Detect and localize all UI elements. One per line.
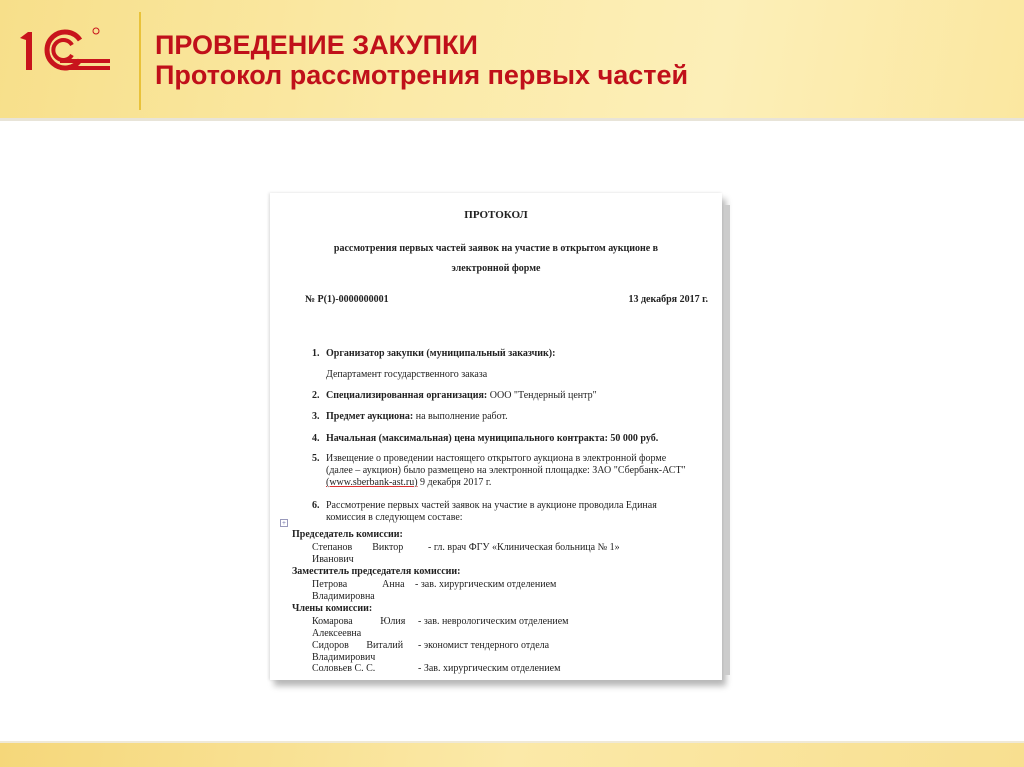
- member-role: - экономист тендерного отдела: [418, 640, 550, 651]
- doc-item-6-line2: комиссия в следующем составе:: [326, 512, 463, 523]
- doc-subheading-2: электронной форме: [451, 263, 541, 274]
- header-divider: [139, 12, 141, 110]
- slide-footer: [0, 741, 1024, 767]
- doc-item-5-line2: (далее – аукцион) было размещено на электронной площадке: ЗАО "Сбербанк-АСТ": [326, 465, 686, 476]
- doc-item-4: 4. Начальная (максимальная) цена муниципального контракта: 50 000 руб.: [312, 433, 659, 444]
- members-label: Члены комиссии:: [292, 603, 373, 614]
- member-role: - Зав. хирургическим отделением: [418, 663, 561, 674]
- doc-item-5-line3: (www.sberbank-ast.ru) 9 декабря 2017 г.: [326, 477, 492, 488]
- doc-item-1: 1. Организатор закупки (муниципальный заказчик):: [312, 348, 556, 359]
- deputy-patronymic: Владимировна: [312, 591, 375, 602]
- chair-name: Степанов Виктор: [312, 542, 404, 553]
- doc-number: № Р(1)-0000000001: [305, 294, 389, 305]
- doc-heading: ПРОТОКОЛ: [464, 209, 528, 221]
- deputy-label: Заместитель председателя комиссии:: [292, 566, 461, 577]
- chair-patronymic: Иванович: [312, 554, 354, 565]
- doc-item-3: 3. Предмет аукциона: на выполнение работ.: [312, 411, 508, 422]
- 1c-logo-icon: [18, 26, 113, 72]
- title-line-1: ПРОВЕДЕНИЕ ЗАКУПКИ: [155, 30, 478, 60]
- member-name: Комарова Юлия: [312, 616, 406, 627]
- protocol-document: [270, 193, 722, 680]
- doc-subheading-1: рассмотрения первых частей заявок на участие в открытом аукционе в: [333, 243, 659, 254]
- doc-item-1-text: Департамент государственного заказа: [326, 369, 488, 380]
- deputy-role: - зав. хирургическим отделением: [415, 579, 557, 590]
- doc-date: 13 декабря 2017 г.: [628, 294, 708, 305]
- doc-item-6: 6. Рассмотрение первых частей заявок на участие в аукционе проводила Единая: [312, 500, 657, 511]
- member-patronymic: Алексеевна: [312, 628, 362, 639]
- doc-item-2: 2. Специализированная организация: ООО "Тендерный центр": [312, 390, 597, 401]
- title-line-2: Протокол рассмотрения первых частей: [155, 60, 689, 90]
- member-name: Соловьев С. С.: [312, 663, 376, 674]
- table-move-handle-icon[interactable]: +: [280, 519, 288, 527]
- sberbank-link[interactable]: (www.sberbank-ast.ru): [326, 477, 418, 488]
- slide-header: [0, 0, 1024, 121]
- slide-title: [155, 30, 688, 90]
- chair-role: - гл. врач ФГУ «Клиническая больница № 1»: [428, 542, 620, 553]
- doc-item-5: 5. Извещение о проведении настоящего открытого аукциона в электронной форме: [312, 453, 667, 464]
- chair-label: Председатель комиссии:: [292, 529, 403, 540]
- member-patronymic: Владимирович: [312, 652, 376, 663]
- member-name: Сидоров Виталий: [312, 640, 404, 651]
- document-scrollbar[interactable]: [724, 205, 730, 675]
- member-role: - зав. неврологическим отделением: [418, 616, 569, 627]
- deputy-name: Петрова Анна: [312, 579, 405, 590]
